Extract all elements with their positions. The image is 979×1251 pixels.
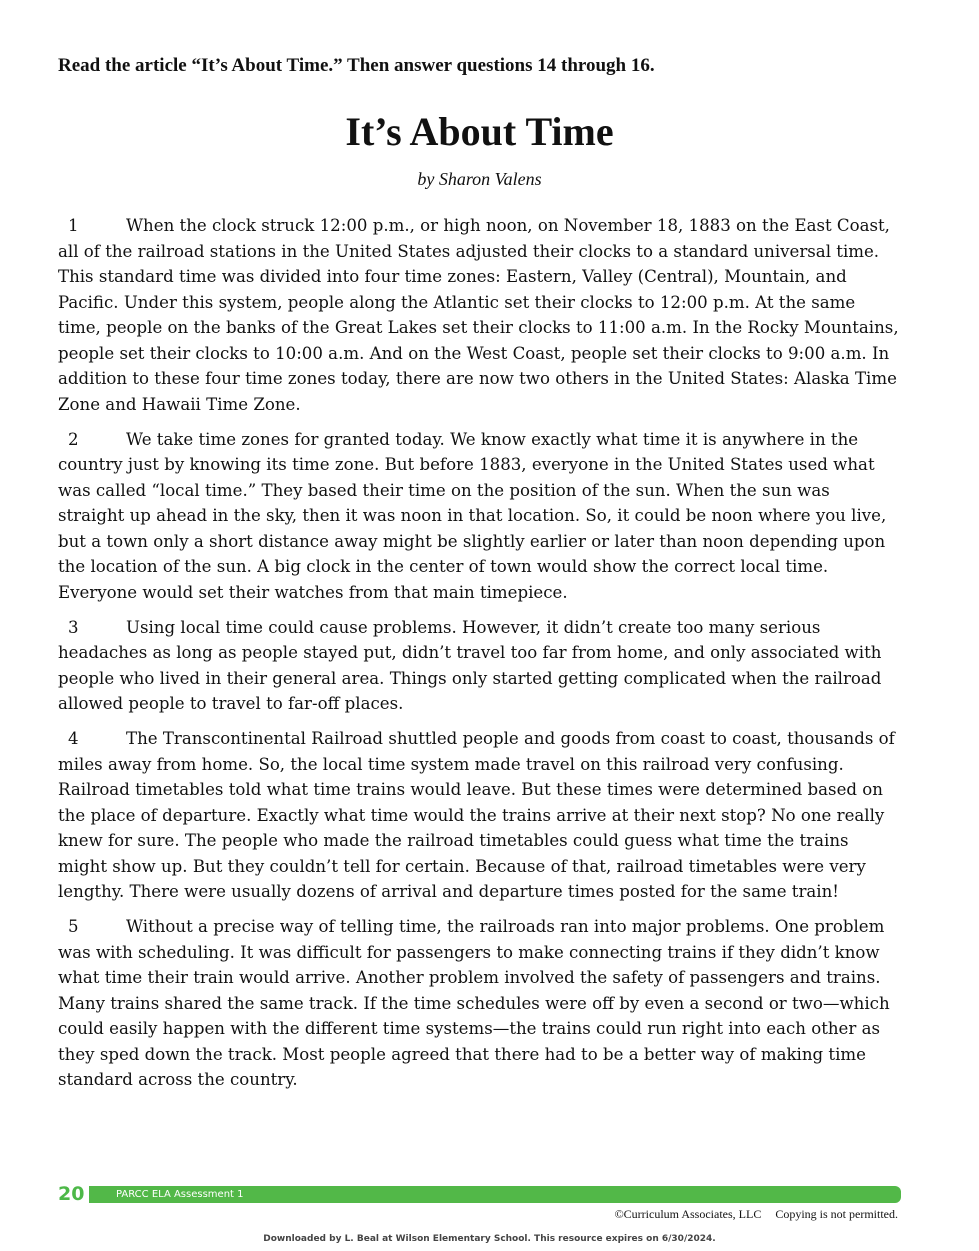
paragraph-number: 2: [68, 429, 79, 449]
page-footer-bar: [58, 1185, 901, 1205]
paragraph-2: [58, 427, 900, 606]
footer-green-band: [89, 1186, 901, 1203]
paragraph-number: 5: [68, 917, 79, 936]
paragraph-text: Without a precise way of telling time, the railroads ran into major problems. One problem was with scheduling. It was difficult for passengers to make connecting trains if they didn’t know what time their train would arrive. Another problem involved the safety of passengers and trains. Many trains shared the same track. If the time schedules were off by even a second or two—which could easily happen with the different time systems—the trains could run right into each other as they sped down the track. Most people agreed that there had to be a better way of making time standard across the country.: [58, 917, 890, 1089]
article-byline: by Sharon Valens: [417, 169, 542, 189]
paragraph-text: Using local time could cause problems. However, it didn’t create too many serious headaches as long as people stayed put, didn’t travel too far from home, and only associated with people who lived in their general area. Things only started getting complicated when the railroad allowed people to travel to far-off places.: [58, 617, 882, 713]
paragraph-number: 3: [68, 617, 79, 637]
page-number: 20: [58, 1183, 85, 1205]
assessment-label: PARCC ELA Assessment 1: [116, 1189, 244, 1200]
paragraph-1: [58, 213, 900, 417]
paragraph-3: [58, 615, 900, 717]
article-title: It’s About Time: [345, 109, 614, 154]
paragraph-text: The Transcontinental Railroad shuttled people and goods from coast to coast, thousands of miles away from home. So, the local time system made travel on this railroad very confusing. Railroad timetables told what time trains would leave. But these times were determined based on the place of departure. Exactly what time would the trains arrive at their next stop? No one really knew for sure. The people who made the railroad timetables could guess what time the trains might show up. But they couldn’t tell for certain. Because of that, railroad timetables were very lengthy. There were usually dozens of arrival and departure times posted for the same train!: [58, 729, 895, 901]
download-note: Downloaded by L. Beal at Wilson Elementary School. This resource expires on 6/30/2024.: [263, 1234, 716, 1244]
paragraph-number: 4: [68, 729, 79, 748]
paragraph-5: [58, 914, 900, 1093]
copyright-line: [615, 1206, 898, 1222]
reading-instructions: Read the article “It’s About Time.” Then answer questions 14 through 16.: [58, 55, 655, 76]
copyright-text: ©Curriculum Associates, LLC: [614, 1207, 762, 1221]
article-body: [58, 213, 900, 1102]
paragraph-4: [58, 726, 900, 905]
paragraph-text: We take time zones for granted today. We know exactly what time it is anywhere in the country just by knowing its time zone. But before 1883, everyone in the United States used what was called “local time.” They based their time on the position of the sun. When the sun was straight up ahead in the sky, then it was noon in that location. So, it could be noon where you live, but a town only a short distance away might be slightly earlier or later than noon depending upon the location of the sun. A big clock in the center of town would show the correct local time. Everyone would set their watches from that main timepiece.: [58, 429, 887, 602]
copy-notice: Copying is not permitted.: [775, 1207, 898, 1221]
paragraph-text: When the clock struck 12:00 p.m., or high noon, on November 18, 1883 on the East Coast, all of the railroad stations in the United States adjusted their clocks to a standard universal time. This standard time was divided into four time zones: Eastern, Valley (Central), Mountain, and Pacific. Under this system, people along the Atlantic set their clocks to 12:00 p.m. At the same time, people on the banks of the Great Lakes set their clocks to 11:00 a.m. In the Rocky Mountains, people set their clocks to 10:00 a.m. And on the West Coast, people set their clocks to 9:00 a.m. In addition to these four time zones today, there are now two others in the United States: Alaska Time Zone and Hawaii Time Zone.: [58, 216, 899, 414]
paragraph-number: 1: [68, 216, 79, 235]
